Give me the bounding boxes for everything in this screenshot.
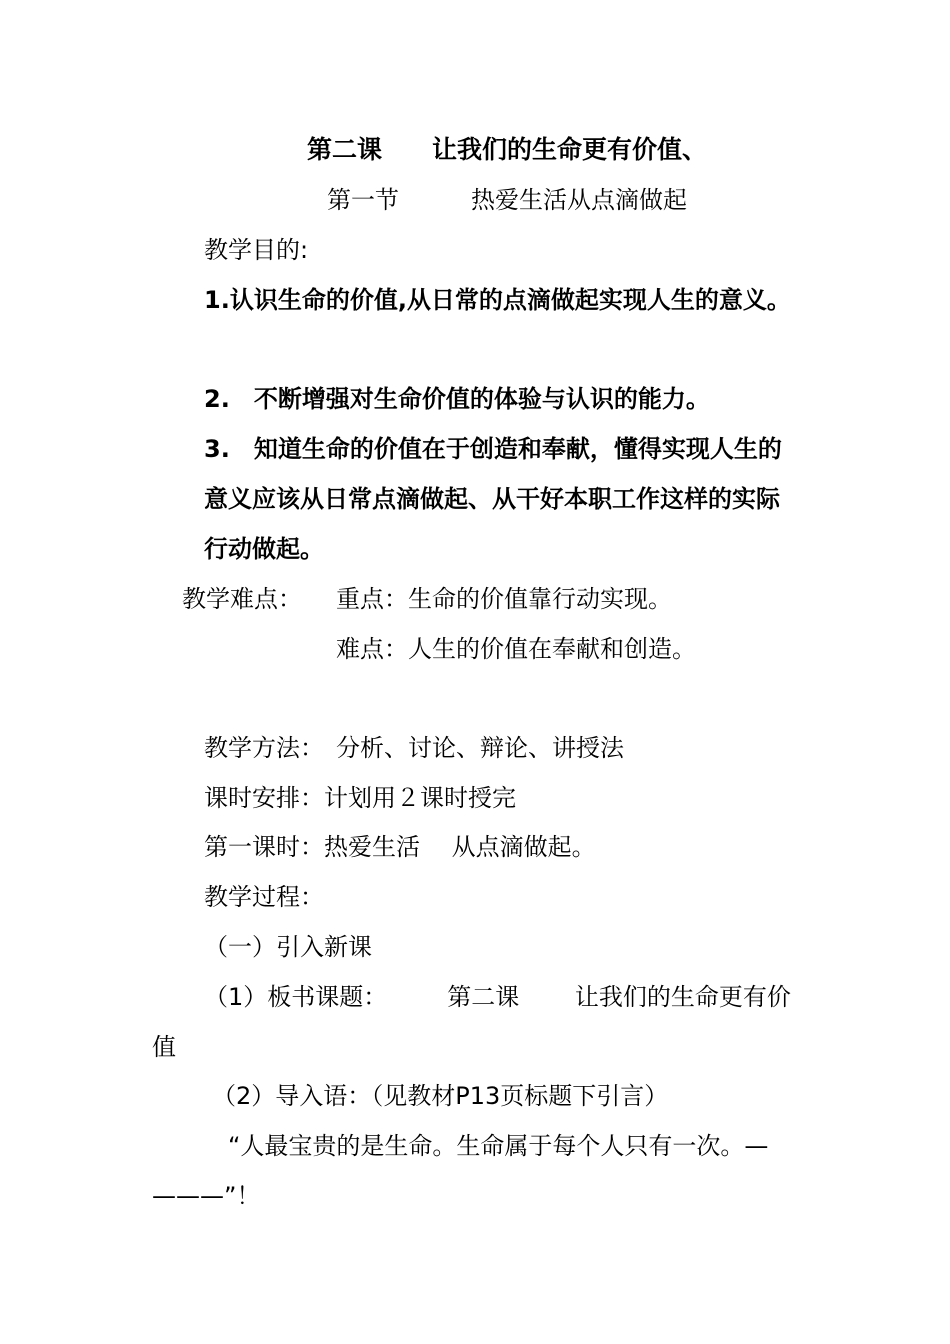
quote-line1: “人最宝贵的是生命。生命属于每个人只有一次。—: [228, 1132, 769, 1160]
objectives-heading: 教学目的:: [204, 236, 309, 264]
process-heading: 教学过程：: [204, 883, 324, 911]
section-title: 第一节 热爱生活从点滴做起: [327, 186, 687, 214]
objective-2: 2. 不断增强对生命价值的体验与认识的能力。: [204, 385, 710, 413]
first-period: 第一课时：热爱生活 从点滴做起。: [204, 833, 596, 861]
section-introduce-lesson: （一）引入新课: [204, 933, 372, 961]
objective-3-line1: 3. 知道生命的价值在于创造和奉献，懂得实现人生的: [204, 435, 782, 463]
step-2: （2）导入语：（见教材P13页标题下引言）: [212, 1082, 669, 1110]
difficult-point: 难点：人生的价值在奉献和创造。: [336, 635, 696, 663]
key-point: 重点：生命的价值靠行动实现。: [336, 585, 672, 613]
schedule: 课时安排：计划用２课时授完: [204, 784, 516, 812]
step-1-line2: 值: [152, 1033, 176, 1061]
objective-3-line3: 行动做起。: [204, 535, 324, 563]
key-points-label: 教学难点：: [182, 585, 302, 613]
step-1-line1: （1）板书课题： 第二课 让我们的生命更有价: [204, 983, 791, 1011]
quote-line2: ———”！: [152, 1182, 261, 1210]
objective-3-line2: 意义应该从日常点滴做起、从干好本职工作这样的实际: [204, 485, 780, 513]
lesson-title: 第二课 让我们的生命更有价值、: [307, 135, 708, 164]
objective-1: 1.认识生命的价值,从日常的点滴做起实现人生的意义。: [204, 286, 791, 314]
teaching-methods: 教学方法： 分析、讨论、辩论、讲授法: [204, 734, 624, 762]
